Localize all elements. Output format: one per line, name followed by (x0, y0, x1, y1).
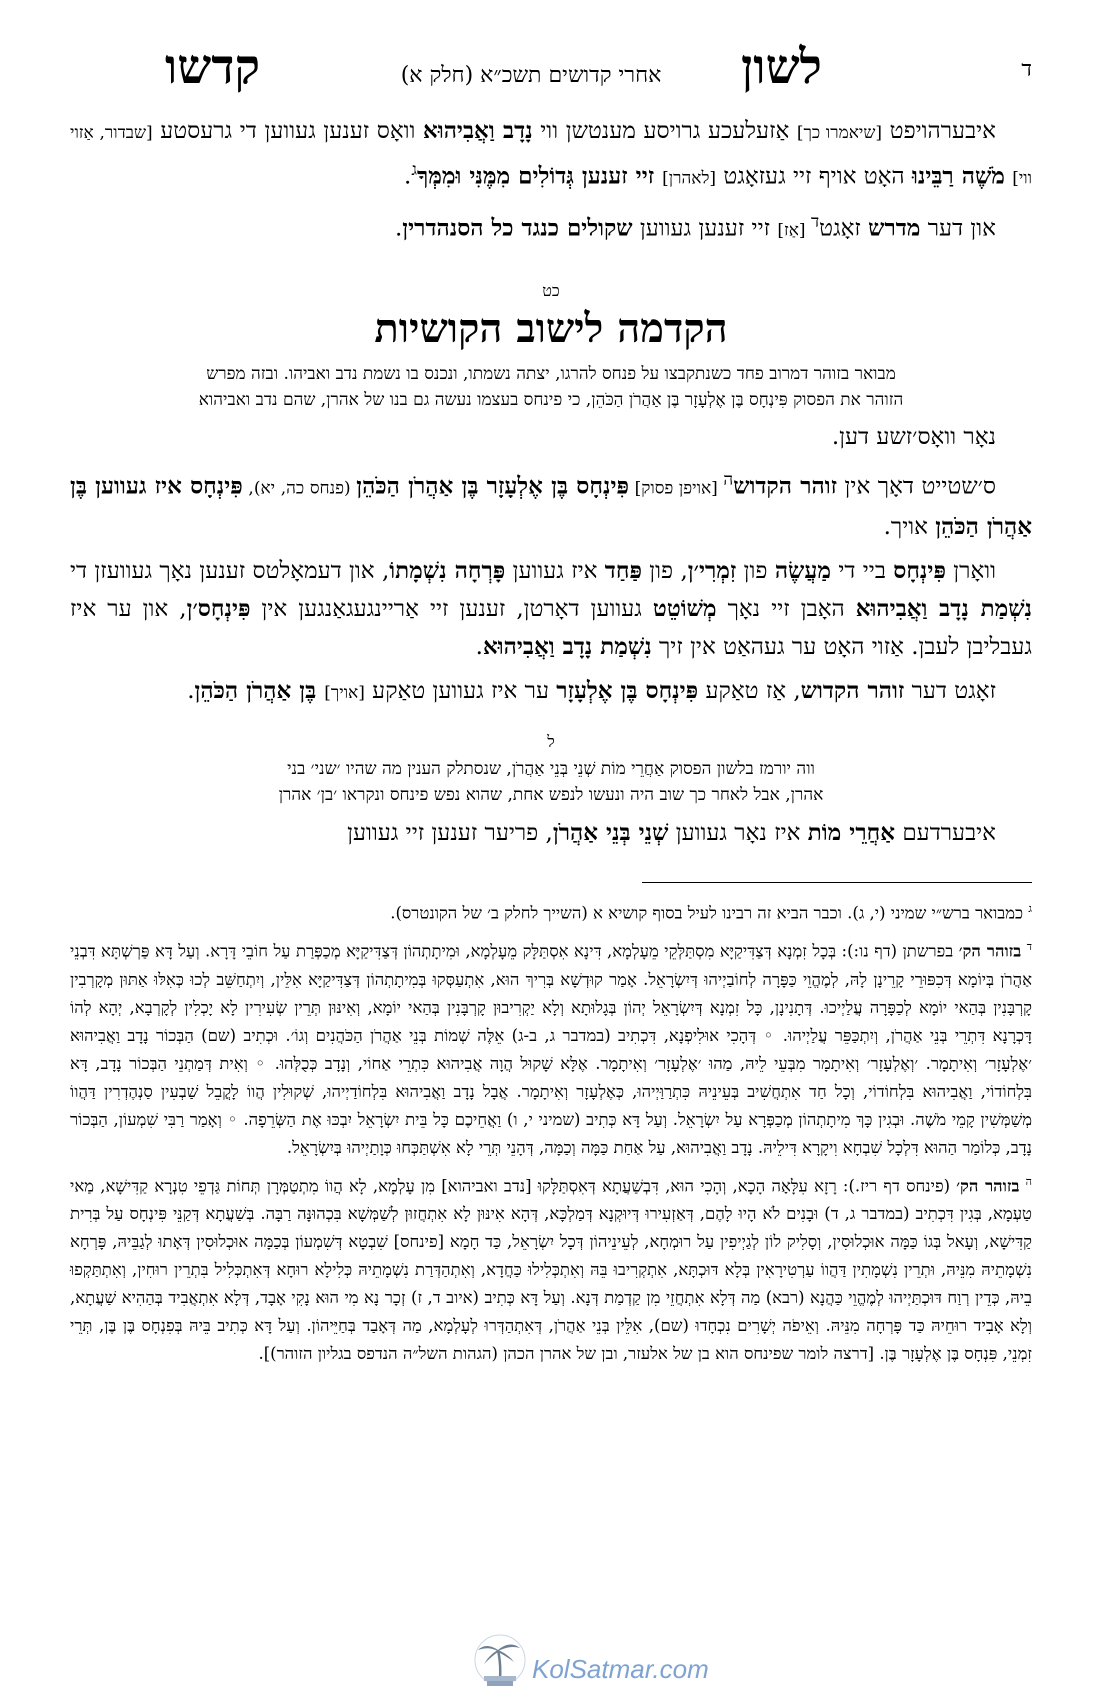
section-paragraph-1: נאָר וואָס׳זשע דען. (831, 424, 996, 451)
footnote-divider (642, 882, 1032, 883)
footnote-ref-h[interactable]: ה (723, 470, 734, 491)
running-title-left: קדשו (165, 41, 261, 94)
running-title-right: לשון (741, 41, 822, 94)
section-number: כט (542, 281, 560, 301)
section-summary: מבואר בזוהר דמרוב פחד כשנתקבצו על פנחס להרגו, יצתה נשמתו, ונכנס בו נשמת נדב ואביהו. ובזה מפרש הזוהר את הפסוק פִּינְחָס בֶּן אֶלְעָזָר בֶּן אַהֲרֹן הַכֹּהֵן, כי פינחס בעצמו נעשה גם בנו של אהרן, שהם נדב ואביהוא (198, 364, 904, 411)
intro-paragraph-1: איבערהויפט [שיאמרו כך] אַזעלעכע גרויסע מענטשן ווי נָדָב וַאֲבִיהוּא וואָס זענען געווען די גרעסטע [שבדור, אַזוי ווי] מֹשֶׁה רַבֵּינוּ האָט אויף זיי געזאָגט [לאהרן] זיי זענען גְּדוֹלִים מִמֶּנִּי וּמִמְּךָ$^ג$. (70, 117, 1032, 190)
palm-tree-books-icon (470, 1632, 530, 1690)
page-footer (0, 1632, 1100, 1692)
footnote-d: $^ד$ בזוהר הק׳ בפרשתן (דף נו:): בְּכָל זִמְנָא דְּצַדִּיקַיָּא מִסְתַּלְּקֵי מֵעָלְמָא, דִּינָא אִסְתַּלָּק מֵעָלְמָא, וּמִיתָתְהוֹן דְּצַדִּיקַיָּא מְכַפְּרַת עַל חוֹבֵי דָּרָא. וְעַל דָּא פַּרְשְׁתָּא דִּבְנֵי אַהֲרֹן בְּיוֹמָא דְּכִפּוּרֵי קָרֵינָן לָהּ, לְמֶהֱוֵי כַּפָּרָה לְחוֹבַיְיהוּ דְּיִשְׂרָאֵל. אָמַר קוּדְשָׁא בְּרִיךְ הוּא, אִתְעַסְּקוּ בְּמִיתָתְהוֹן דְּצַדִּיקַיָּא אִלֵּין, וְיִתְחַשֵּׁב לְכוּ כְּאִלּוּ אַתּוּן מְקָרְבִין קָרְבָּנִין בְּהַאי יוֹמָא לְכַפָּרָה עֲלַיְיכוּ. דְּתָנִינָן, כָּל זִמְנָא דְּיִשְׂרָאֵל יְהוֹן בְּגָלוּתָא וְלָא יַקְרִיבוּן קָרְבָּנִין בְּהַאי יוֹמָא, וְאִינּוּן תְּרֵין שְׂעִירִין לָא יָכְלִין לְקָרְבָא, יְהָא לְהוֹ דָּכְרָנָא דִּתְרֵי בְּנֵי אַהֲרֹן, וְיִתְכַּפֵּר עֲלַיְיהוּ. ◦ דְּהָכִי אוּלִיפְנָא, דִּכְתִיב (במדבר ג, ב-ג) אֵלֶּה שְׁמוֹת בְּנֵי אַהֲרֹן הַכֹּהֲנִים וְגוֹ׳. וּכְתִיב (שם) הַבְּכוֹר נָדָב וַאֲבִיהוּא ׳אֶלְעָזָר׳ וְאִיתָמָר. ׳וְאֶלְעָזָר׳ וְאִיתָמָר מִבְּעֵי לֵיהּ, מַהוּ ׳אֶלְעָזָר׳ וְאִיתָמָר. אֶלָּא שָׁקוּל הֲוָה אֲבִיהוּא כִּתְרֵי אַחוֹי, וְנָדָב כְּכֻלְּהוּ. ◦ וְאִית דְּמַתְנֵי הַבְּכוֹר נָדָב, דָּא בִּלְחוֹדוֹי, וַאֲבִיהוּא בִּלְחוֹדוֹי, וְכָל חַד אִתְחֲשִׁיב בְּעֵינֵיהּ כִּתְרַוַּיְיהוּ, כְּאֶלְעָזָר וְאִיתָמָר. אֲבָל נָדָב וַאֲבִיהוּא בִּלְחוֹדַיְיהוּ, שְׁקוּלִין הֲווֹ לָקֳבֵל שַׁבְעִין סַנְהֶדְרִין דַּהֲווֹ מְשַׁמְּשִׁין קָמֵי מֹשֶׁה. וּבְגִין כָּךְ מִיתָתְהוֹן מְכַפְּרָא עַל יִשְׂרָאֵל. וְעַל דָּא כְּתִיב (שמיני י, ו) וַאֲחֵיכֶם כָּל בֵּית יִשְׂרָאֵל יִבְכּוּ אֶת הַשְּׂרֵפָה. ◦ וְאָמַר רַבִּי שִׁמְעוֹן, הַבְּכוֹר נָדָב, כְּלוֹמַר הַהוּא דִּלְכָל שִׁבְחָא וִיקָרָא דִּילֵיהּ. נָדָב וַאֲבִיהוּא, עַל אַחַת כַּמָּה וְכַמָּה, דְּהָנֵי תְּרֵי לָא אִשְׁתַּכְּחוּ כְּוָתַיְיהוּ בְּיִשְׂרָאֵל. (70, 940, 1032, 1157)
footnote-g: $^ג$ כמבואר ברש״י שמיני (י, ג). וכבר הביא זה רבינו לעיל בסוף קושיא א (השייך לחלק ב׳ של הקונטרס). (390, 901, 1032, 923)
section-paragraph-3: וואָרן פִּינְחָס ביי די מַעֲשֶׂה פון זִמְרִי׳ן, פון פַּחַד איז געווען פָּרְחָה נִשְׁמָתוֹ, און דעמאָלטס זענען נאָך געוועזן די נִשְׁמַת נָדָב וַאֲבִיהוּא האָבן זיי נאָך מְשׁוֹטֵט געווען דאָרטן, זענען זיי אַריינגעגאַנגען אין פִּינְחָס׳ן, און ער איז געבליבן לעבן. אַזוי האָט ער געהאַט אין זיך נִשְׁמַת נָדָב וַאֲבִיהוּא. (70, 556, 1032, 660)
site-watermark[interactable]: KolSatmar.com (532, 1654, 709, 1684)
section-paragraph-4: זאָגט דער זוהר הקדוש, אַז טאַקע פִּינְחָס בֶּן אֶלְעָזָר ער איז געווען טאַקע [אויך] בֶּן אַהֲרֹן הַכֹּהֵן. (187, 676, 996, 704)
footnote-h: $^ה$ בזוהר הק׳ (פינחס דף ריז.): רָזָא עִלָּאָה הָכָא, וְהָכִי הוּא, דִּבְשַׁעֲתָא דְּאִסְתַּלָּקוּ [נדב ואביהוא] מִן עָלְמָא, לָא הֲווֹ מִתְטַמְּרָן תְּחוֹת גַּדְפֵי טִנְרָא קַדִּישָׁא, מַאי טַעְמָא, בְּגִין דִּכְתִיב (במדבר ג, ד) וּבָנִים לֹא הָיוּ לָהֶם, דְּאַזְעִירוּ דְּיוּקְנָא דְּמַלְכָּא, דְּהָא אִינּוּן לָא אִתְחֲזוּן לְשַׁמְּשָׁא בִּכְהוּנָּה רַבָּה. בְּשַׁעֲתָא דְּקַנֵּי פִּינְחָס עַל בְּרִית קַדִּישָׁא, וְעָאל בְּגוֹ כַּמָּה אוּכְלוּסִין, וְסָלִיק לוֹן לְגַיְיפִין עַל רוּמְחָא, לְעֵינֵיהוֹן דְּכָל יִשְׂרָאֵל, כַּד חָמָא [פינחס] שִׁבְטָא דְּשִׁמְעוֹן בְּכַמָּה אוּכְלוּסִין דְּאָתוּ לְגַבֵּיהּ, פָּרְחָא נִשְׁמָתֵיהּ מִנֵּיהּ, וּתְרֵין נִשְׁמָתִין דַּהֲווֹ עַרְטִירָאִין בְּלָא דּוּכְתָּא, אִתְקְרִיבוּ בֵּהּ וְאִתְכְּלִילוּ כַּחֲדָא, וְאִתְהַדְּרַת נִשְׁמָתֵיהּ כְּלִילָא רוּחָא דְּאִתְכְּלִיל בִּתְרֵין רוּחִין, וְאִתְתַּקְפוּ בֵיהּ, כְּדֵין רְוַח דּוּכְתַּיְיהוּ לְמֶהֱוֵי כַּהֲנָא (רבא) מַה דְּלָא אִתְחֲזֵי מִן קַדְמַת דְּנָא. וְעַל דָּא כְּתִיב (איוב ד, ז) זְכָר נָא מִי הוּא נָקִי אָבָד, דְּלָא אִתְאֲבִיד בְּהַהִיא שַׁעֲתָא, וְלָא אָבִיד רוּחֵיהּ כַּד פָּרְחָה מִנֵּיהּ. וְאֵיפֹה יְשָׁרִים נִכְחָדוּ (שם), אִלֵּין בְּנֵי אַהֲרֹן, דְּאִתְהַדְּרוּ לְעָלְמָא, מַה דְּאָבַד בְּחַיֵּיהוֹן. וְעַל דָּא כְּתִיב בֵּיהּ בְּפִנְחָס בֶּן בֶּן, תְּרֵי זִמְנֵי, פִּנְחָס בֶּן אֶלְעָזָר בֶּן. [דרצה לומר שפינחס הוא בן של אלעזר, ובן של אהרן הכהן (הגהות השל״ה הנדפס בגליון הזוהר)]. (70, 1174, 1032, 1364)
page-number: ד (1021, 57, 1032, 82)
section2-number: ל (547, 731, 555, 751)
section2-summary: ווה יורמז בלשון הפסוק אַחֲרֵי מוֹת שְׁנֵי בְּנֵי אַהֲרֹן, שנסתלק הענין מה שהיו ׳שני׳ בני אהרן, אבל לאחר כך שוב היה ונעשו לנפש אחת, שהוא נפש פינחס ונקראו ׳בן׳ אהרן (278, 758, 824, 805)
footnote-ref-g[interactable]: ג (411, 160, 417, 180)
intro-paragraph-2: און דער מדרש זאָגט$^ד$ [אַז] זיי זענען געווען שקולים כנגד כל הסנהדרין. (394, 211, 996, 242)
page-header (70, 40, 1032, 106)
footnote-ref-d[interactable]: ד (810, 211, 820, 232)
page-content (70, 40, 1032, 1374)
section-paragraph-2: ס׳שטייט דאָך אין זוהר הקדוש$^ה$ [אויפן פסוק] פִּינְחָס בֶּן אֶלְעָזָר בֶּן אַהֲרֹן הַכֹּהֵן (פנחס כה, יא), פִּינְחָס איז געווען בֶּן אַהֲרֹן הַכֹּהֵן אויך. (70, 470, 1032, 540)
running-subtitle: אחרי קדושים תשכ״א (חלק א) (400, 63, 662, 88)
section-title: הקדמה לישוב הקושיות (374, 305, 728, 353)
section2-paragraph-1: איבערדעם אַחֲרֵי מוֹת איז נאָר געווען שְׁנֵי בְּנֵי אַהֲרֹן, פריער זענען זיי געווען (347, 818, 996, 846)
